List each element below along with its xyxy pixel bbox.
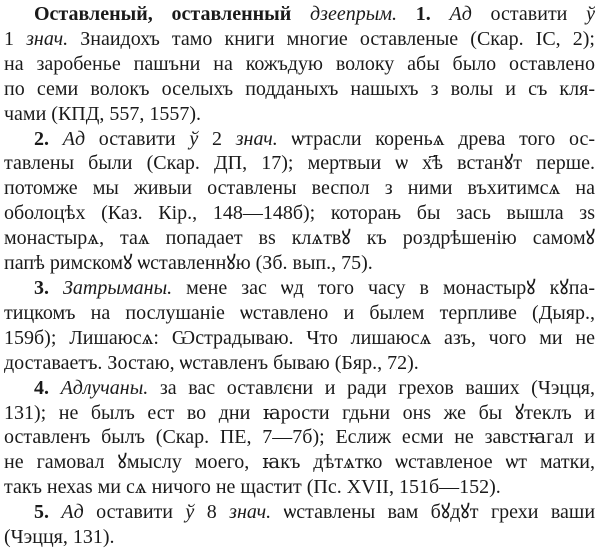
text-line bbox=[4, 176, 595, 201]
text-run: за вас оставлєни и ради грехов ваших (Чэцця, bbox=[148, 376, 595, 399]
text-run: 131); не былъ ест во дни ꙗрости гдьни онs же бы ꙋтеклъ и bbox=[4, 401, 595, 424]
text-run: папѣ римскомꙋ ѡставленнꙋю (Зб. вып., 75). bbox=[4, 252, 373, 275]
text-run bbox=[49, 277, 63, 299]
italic-text: Затрыманы. bbox=[63, 276, 173, 299]
text-run bbox=[291, 3, 310, 25]
text-run: 2 bbox=[198, 127, 236, 150]
text-run: на заробенье пашъни на кожъдую волоку абы было оставлено bbox=[4, 52, 595, 75]
text-line bbox=[4, 52, 595, 77]
text-line bbox=[4, 401, 595, 426]
text-line bbox=[4, 475, 595, 500]
text-run: не гамовал ꙋмыслу моего, ꙗкъ дѣтѧтко ѡставленое ѡт матки, bbox=[4, 451, 595, 474]
text-run: ѡтрасли кореньѧ древа того ос- bbox=[277, 127, 595, 150]
dictionary-entry bbox=[4, 2, 595, 550]
text-run: (Чэцця, 131). bbox=[4, 526, 115, 549]
text-line bbox=[4, 2, 595, 27]
text-run: оставити bbox=[471, 3, 587, 25]
text-run: оставленъ былъ (Скар. ПЕ, 7—7б); Еслиж есми не завстꙗгал и bbox=[4, 426, 595, 449]
italic-text: Ад bbox=[449, 3, 472, 25]
text-run: монастырѧ, таѧ попадает вs клѧтвꙋ къ роздрѣшенію самомꙋ bbox=[4, 227, 595, 250]
bold-text: 2. bbox=[34, 127, 49, 150]
text-run bbox=[397, 3, 416, 25]
bold-text: 1. bbox=[415, 3, 431, 25]
bold-text: Оставленый, оставленный bbox=[34, 3, 292, 25]
text-line bbox=[4, 326, 595, 351]
italic-text: Ад bbox=[62, 127, 86, 150]
italic-text: ў bbox=[586, 3, 595, 25]
text-line bbox=[4, 376, 595, 401]
text-line bbox=[4, 251, 595, 276]
text-run bbox=[49, 377, 61, 399]
text-run: такъ нехаs ми сѧ ничого не щастит (Пс. XVII, 151б—152). bbox=[4, 476, 501, 499]
text-line bbox=[4, 276, 595, 301]
text-run bbox=[49, 501, 61, 523]
italic-text: дзеепрым. bbox=[310, 3, 398, 25]
text-run: 8 bbox=[194, 501, 230, 524]
text-run: ѡставлены вам бꙋдꙋт грехи ваши bbox=[271, 501, 595, 524]
italic-text: знач. bbox=[235, 127, 278, 150]
text-run: тицкомъ на послушаніе ѡставлено и былем терпливе (Дыяр., bbox=[4, 301, 595, 324]
sense-paragraph-5 bbox=[4, 500, 595, 550]
italic-text: ў bbox=[189, 127, 199, 150]
text-line bbox=[4, 425, 595, 450]
text-line bbox=[4, 525, 595, 550]
sense-paragraph-2 bbox=[4, 127, 595, 276]
bold-text: 5. bbox=[34, 501, 49, 524]
text-run: Знаидохъ тамо книги многие оставленые (Скар. ІС, 2); bbox=[68, 27, 595, 50]
text-line bbox=[4, 102, 595, 127]
text-line bbox=[4, 450, 595, 475]
text-line bbox=[4, 301, 595, 326]
text-line bbox=[4, 201, 595, 226]
text-line bbox=[4, 151, 595, 176]
italic-text: Ад bbox=[61, 501, 84, 524]
text-line bbox=[4, 77, 595, 102]
italic-text: ў bbox=[185, 501, 195, 524]
text-line bbox=[4, 351, 595, 376]
text-run bbox=[431, 3, 450, 25]
text-run: доставаетъ. Зостаю, ѡставленъ бываю (Бяр., 72). bbox=[4, 351, 419, 374]
text-run: 159б); Лишаюсѧ: Ѡстрадываю. Что лишаюсѧ азъ, чого ми не bbox=[4, 326, 595, 349]
italic-text: Адлучаны. bbox=[60, 376, 149, 399]
text-run: мене зас ѡд того часу в монастырꙋ кꙋпа- bbox=[172, 276, 595, 299]
text-run bbox=[49, 128, 63, 150]
text-run: тавлены были (Скар. ДП, 17); мертвыи ѡ х҃ѣ встанꙋт перше. bbox=[4, 152, 595, 175]
bold-text: 4. bbox=[34, 376, 49, 399]
text-line bbox=[4, 127, 595, 152]
sense-paragraph-3 bbox=[4, 276, 595, 376]
text-run: оставити bbox=[83, 501, 186, 524]
bold-text: 3. bbox=[34, 276, 49, 299]
text-run: оболоцѣх (Каз. Кір., 148—148б); которањ бы зась вышла зs bbox=[4, 202, 595, 225]
text-line bbox=[4, 226, 595, 251]
text-run: по семи волокъ оселыхъ подданыхъ нашыхъ з волы и съ кля- bbox=[4, 77, 595, 100]
text-run: чами (КПД, 557, 1557). bbox=[4, 102, 202, 125]
text-line bbox=[4, 500, 595, 525]
text-run: потомже мы живыи оставлены веспол з ними въхитимсѧ на bbox=[4, 177, 595, 200]
sense-paragraph-1 bbox=[4, 2, 595, 127]
sense-paragraph-4 bbox=[4, 376, 595, 501]
text-run: 1 bbox=[4, 27, 27, 50]
text-line bbox=[4, 27, 595, 52]
text-run: оставити bbox=[85, 127, 190, 150]
italic-text: знач. bbox=[229, 501, 272, 524]
italic-text: знач. bbox=[26, 27, 69, 50]
